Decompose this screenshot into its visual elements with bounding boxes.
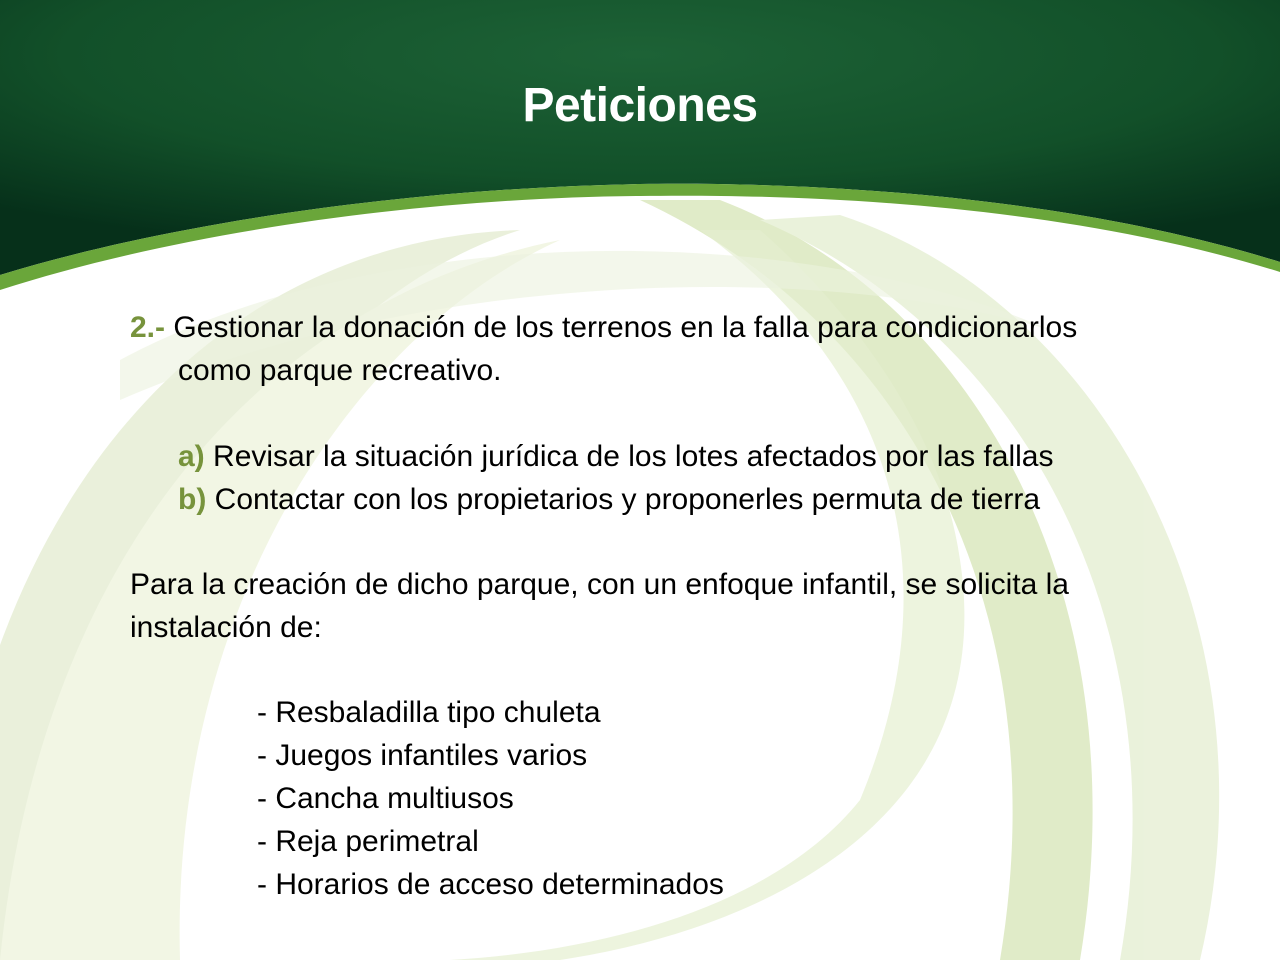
subitem-text: Revisar la situación jurídica de los lotes afectados por las fallas [213,440,1054,473]
item-number: 2.- [130,311,166,344]
list-item: - Reja perimetral [257,825,479,858]
item-line-1 [130,306,1077,349]
subitem-marker: b) [178,483,207,516]
slide-title: Peticiones [522,79,758,132]
item-text-line2: como parque recreativo. [178,354,502,387]
subitem-text: Contactar con los propietarios y proponerles permuta de tierra [214,483,1041,516]
list-item: - Cancha multiusos [257,782,514,815]
item-text-line1: Gestionar la donación de los terrenos en la falla para condicionarlos [173,311,1078,344]
paragraph-line1: Para la creación de dicho parque, con un enfoque infantil, se solicita la [130,568,1069,601]
paragraph-line2: instalación de: [130,611,322,644]
subitem-b [178,478,1040,521]
list-item: - Resbaladilla tipo chuleta [257,696,601,729]
list-item: - Horarios de acceso determinados [257,868,724,901]
subitem-a [178,435,1053,478]
subitem-marker: a) [178,440,205,473]
list-item: - Juegos infantiles varios [257,739,588,772]
